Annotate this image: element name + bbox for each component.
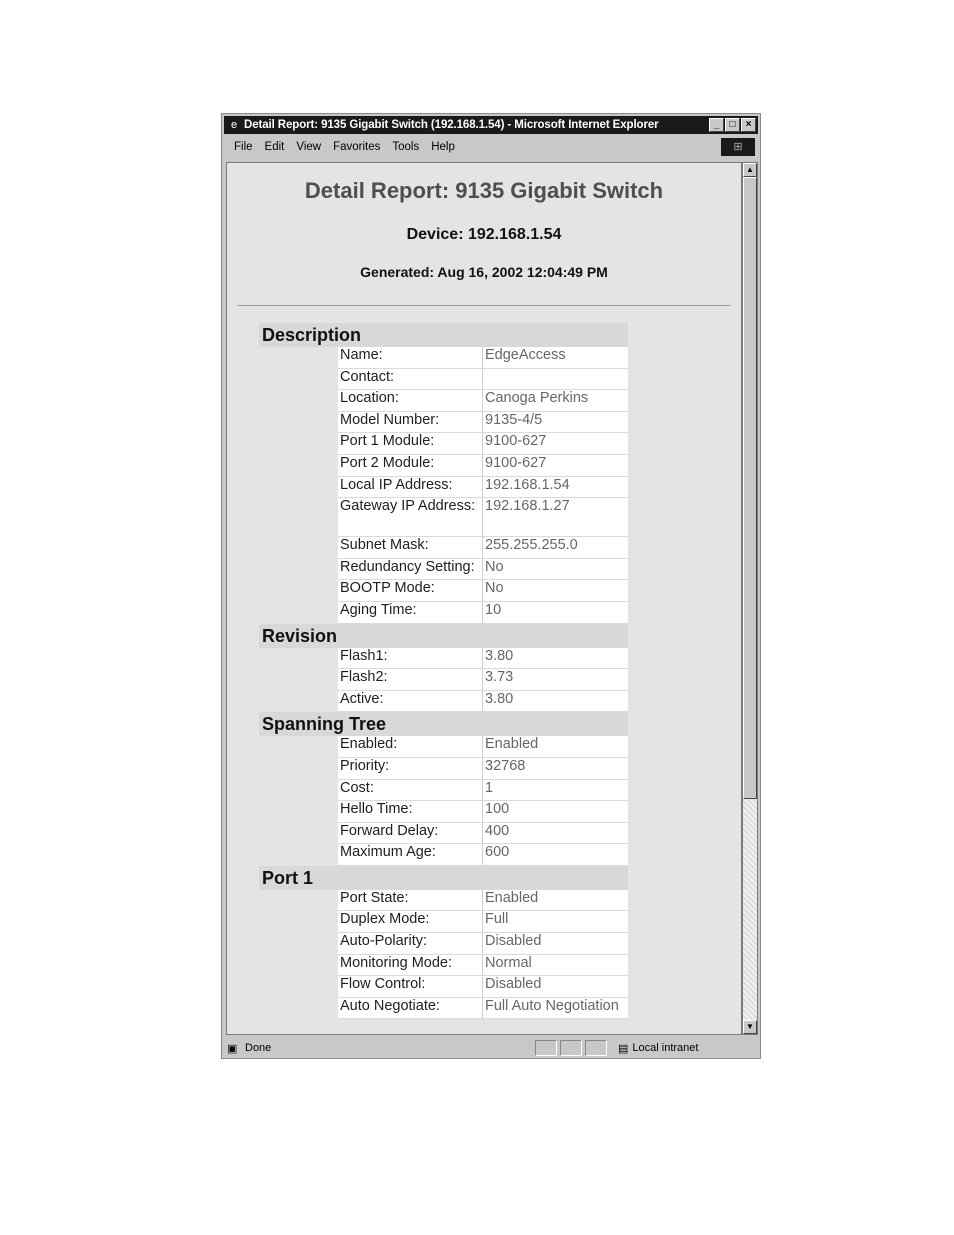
- device-heading: Device: 192.168.1.54: [406, 226, 562, 243]
- table-row: [259, 477, 628, 499]
- menu-help[interactable]: Help: [431, 141, 455, 153]
- table-row: [259, 537, 628, 559]
- field-label: Redundancy Setting:: [338, 559, 483, 581]
- row-indent: [259, 369, 338, 391]
- table-row: [259, 691, 628, 713]
- menu-edit[interactable]: Edit: [264, 141, 285, 153]
- menu-favorites[interactable]: Favorites: [333, 141, 381, 153]
- page-content: [226, 162, 742, 1035]
- row-indent: [259, 890, 338, 912]
- zone-label: Local intranet: [632, 1042, 699, 1054]
- table-row: [259, 347, 628, 369]
- row-indent: [259, 998, 338, 1020]
- table-row: [259, 390, 628, 412]
- field-value: Full: [483, 911, 628, 933]
- field-label: Port 1 Module:: [338, 433, 483, 455]
- table-row: [259, 998, 628, 1020]
- field-label: Flow Control:: [338, 976, 483, 998]
- row-indent: [259, 780, 338, 802]
- table-row: [259, 669, 628, 691]
- field-label: Local IP Address:: [338, 477, 483, 499]
- field-value: 400: [483, 823, 628, 845]
- title-bar[interactable]: [224, 116, 758, 134]
- field-label: Port 2 Module:: [338, 455, 483, 477]
- field-value: 3.80: [483, 691, 628, 713]
- table-row: [259, 580, 628, 602]
- table-row: [259, 955, 628, 977]
- status-bar: [224, 1039, 758, 1057]
- scroll-up-icon[interactable]: ▲: [743, 163, 757, 177]
- menu-file[interactable]: File: [234, 141, 253, 153]
- field-value: Enabled: [483, 890, 628, 912]
- page-icon: ▣: [227, 1042, 238, 1055]
- status-text: Done: [245, 1042, 272, 1054]
- field-value: 100: [483, 801, 628, 823]
- table-row: [259, 976, 628, 998]
- field-label: Priority:: [338, 758, 483, 780]
- row-indent: [259, 537, 338, 559]
- table-row: [259, 736, 628, 758]
- row-indent: [259, 844, 338, 866]
- row-indent: [259, 801, 338, 823]
- row-indent: [259, 390, 338, 412]
- field-value: Full Auto Negotiation: [483, 998, 628, 1020]
- field-label: Aging Time:: [338, 602, 483, 624]
- row-indent: [259, 412, 338, 434]
- field-value: Enabled: [483, 736, 628, 758]
- field-value: 600: [483, 844, 628, 866]
- status-pane: [560, 1040, 582, 1056]
- row-indent: [259, 498, 338, 537]
- field-label: Location:: [338, 390, 483, 412]
- field-label: Forward Delay:: [338, 823, 483, 845]
- field-value: 9100-627: [483, 433, 628, 455]
- field-label: Name:: [338, 347, 483, 369]
- table-row: [259, 758, 628, 780]
- table-row: [259, 823, 628, 845]
- row-indent: [259, 736, 338, 758]
- status-pane: [535, 1040, 557, 1056]
- table-row: [259, 890, 628, 912]
- row-indent: [259, 758, 338, 780]
- field-value: Disabled: [483, 933, 628, 955]
- field-value: 192.168.1.27: [483, 498, 628, 537]
- row-indent: [259, 347, 338, 369]
- field-value: Normal: [483, 955, 628, 977]
- table-row: [259, 412, 628, 434]
- field-label: Cost:: [338, 780, 483, 802]
- section-header-revision: Revision: [259, 624, 628, 648]
- window-title: Detail Report: 9135 Gigabit Switch (192.168.1.54) - Microsoft Internet Explorer: [244, 119, 659, 131]
- row-indent: [259, 669, 338, 691]
- table-row: [259, 602, 628, 624]
- vertical-scrollbar[interactable]: [742, 162, 758, 1035]
- row-indent: [259, 976, 338, 998]
- field-value: EdgeAccess: [483, 347, 628, 369]
- table-row: [259, 433, 628, 455]
- field-value: 192.168.1.54: [483, 477, 628, 499]
- field-value: Disabled: [483, 976, 628, 998]
- row-indent: [259, 580, 338, 602]
- field-value: 9100-627: [483, 455, 628, 477]
- menu-bar: [224, 136, 758, 158]
- ie-logo-icon: e: [230, 119, 238, 131]
- table-row: [259, 559, 628, 581]
- row-indent: [259, 477, 338, 499]
- row-indent: [259, 648, 338, 670]
- status-pane: [585, 1040, 607, 1056]
- field-label: Flash2:: [338, 669, 483, 691]
- field-value: 32768: [483, 758, 628, 780]
- page-title: Detail Report: 9135 Gigabit Switch: [304, 178, 664, 203]
- field-label: Gateway IP Address:: [338, 498, 483, 537]
- table-row: [259, 933, 628, 955]
- table-row: [259, 844, 628, 866]
- menu-tools[interactable]: Tools: [392, 141, 420, 153]
- field-value: 1: [483, 780, 628, 802]
- row-indent: [259, 602, 338, 624]
- divider: [237, 305, 731, 306]
- field-label: Subnet Mask:: [338, 537, 483, 559]
- row-indent: [259, 559, 338, 581]
- row-indent: [259, 455, 338, 477]
- field-label: Port State:: [338, 890, 483, 912]
- table-row: [259, 780, 628, 802]
- field-value: 3.80: [483, 648, 628, 670]
- field-label: Auto-Polarity:: [338, 933, 483, 955]
- browser-window: [221, 113, 761, 1059]
- field-label: Flash1:: [338, 648, 483, 670]
- scroll-thumb[interactable]: [743, 177, 757, 799]
- table-row: [259, 455, 628, 477]
- field-label: Model Number:: [338, 412, 483, 434]
- table-row: [259, 498, 628, 537]
- menu-view[interactable]: View: [296, 141, 322, 153]
- field-value: 3.73: [483, 669, 628, 691]
- field-value: 255.255.255.0: [483, 537, 628, 559]
- field-value: No: [483, 580, 628, 602]
- field-value: 9135-4/5: [483, 412, 628, 434]
- row-indent: [259, 691, 338, 713]
- generated-heading: Generated: Aug 16, 2002 12:04:49 PM: [360, 264, 608, 280]
- section-header-port1: Port 1: [259, 866, 628, 890]
- section-header-description: Description: [259, 323, 628, 347]
- maximize-button[interactable]: □: [725, 118, 740, 132]
- field-value: No: [483, 559, 628, 581]
- close-button[interactable]: ×: [741, 118, 756, 132]
- field-label: Enabled:: [338, 736, 483, 758]
- field-label: Contact:: [338, 369, 483, 391]
- row-indent: [259, 955, 338, 977]
- row-indent: [259, 933, 338, 955]
- row-indent: [259, 433, 338, 455]
- field-label: Active:: [338, 691, 483, 713]
- row-indent: [259, 823, 338, 845]
- scroll-down-icon[interactable]: ▼: [743, 1020, 757, 1034]
- field-value: 10: [483, 602, 628, 624]
- field-value: Canoga Perkins: [483, 390, 628, 412]
- row-indent: [259, 911, 338, 933]
- report-table: [259, 323, 628, 1019]
- minimize-button[interactable]: _: [709, 118, 724, 132]
- table-row: [259, 801, 628, 823]
- field-label: Maximum Age:: [338, 844, 483, 866]
- field-label: Duplex Mode:: [338, 911, 483, 933]
- windows-logo-icon: ⊞: [721, 138, 755, 156]
- field-label: Hello Time:: [338, 801, 483, 823]
- field-label: BOOTP Mode:: [338, 580, 483, 602]
- table-row: [259, 369, 628, 391]
- field-label: Auto Negotiate:: [338, 998, 483, 1020]
- intranet-icon: ▤: [618, 1042, 629, 1055]
- section-header-spanning-tree: Spanning Tree: [259, 712, 628, 736]
- field-label: Monitoring Mode:: [338, 955, 483, 977]
- field-value: [483, 369, 628, 391]
- table-row: [259, 911, 628, 933]
- table-row: [259, 648, 628, 670]
